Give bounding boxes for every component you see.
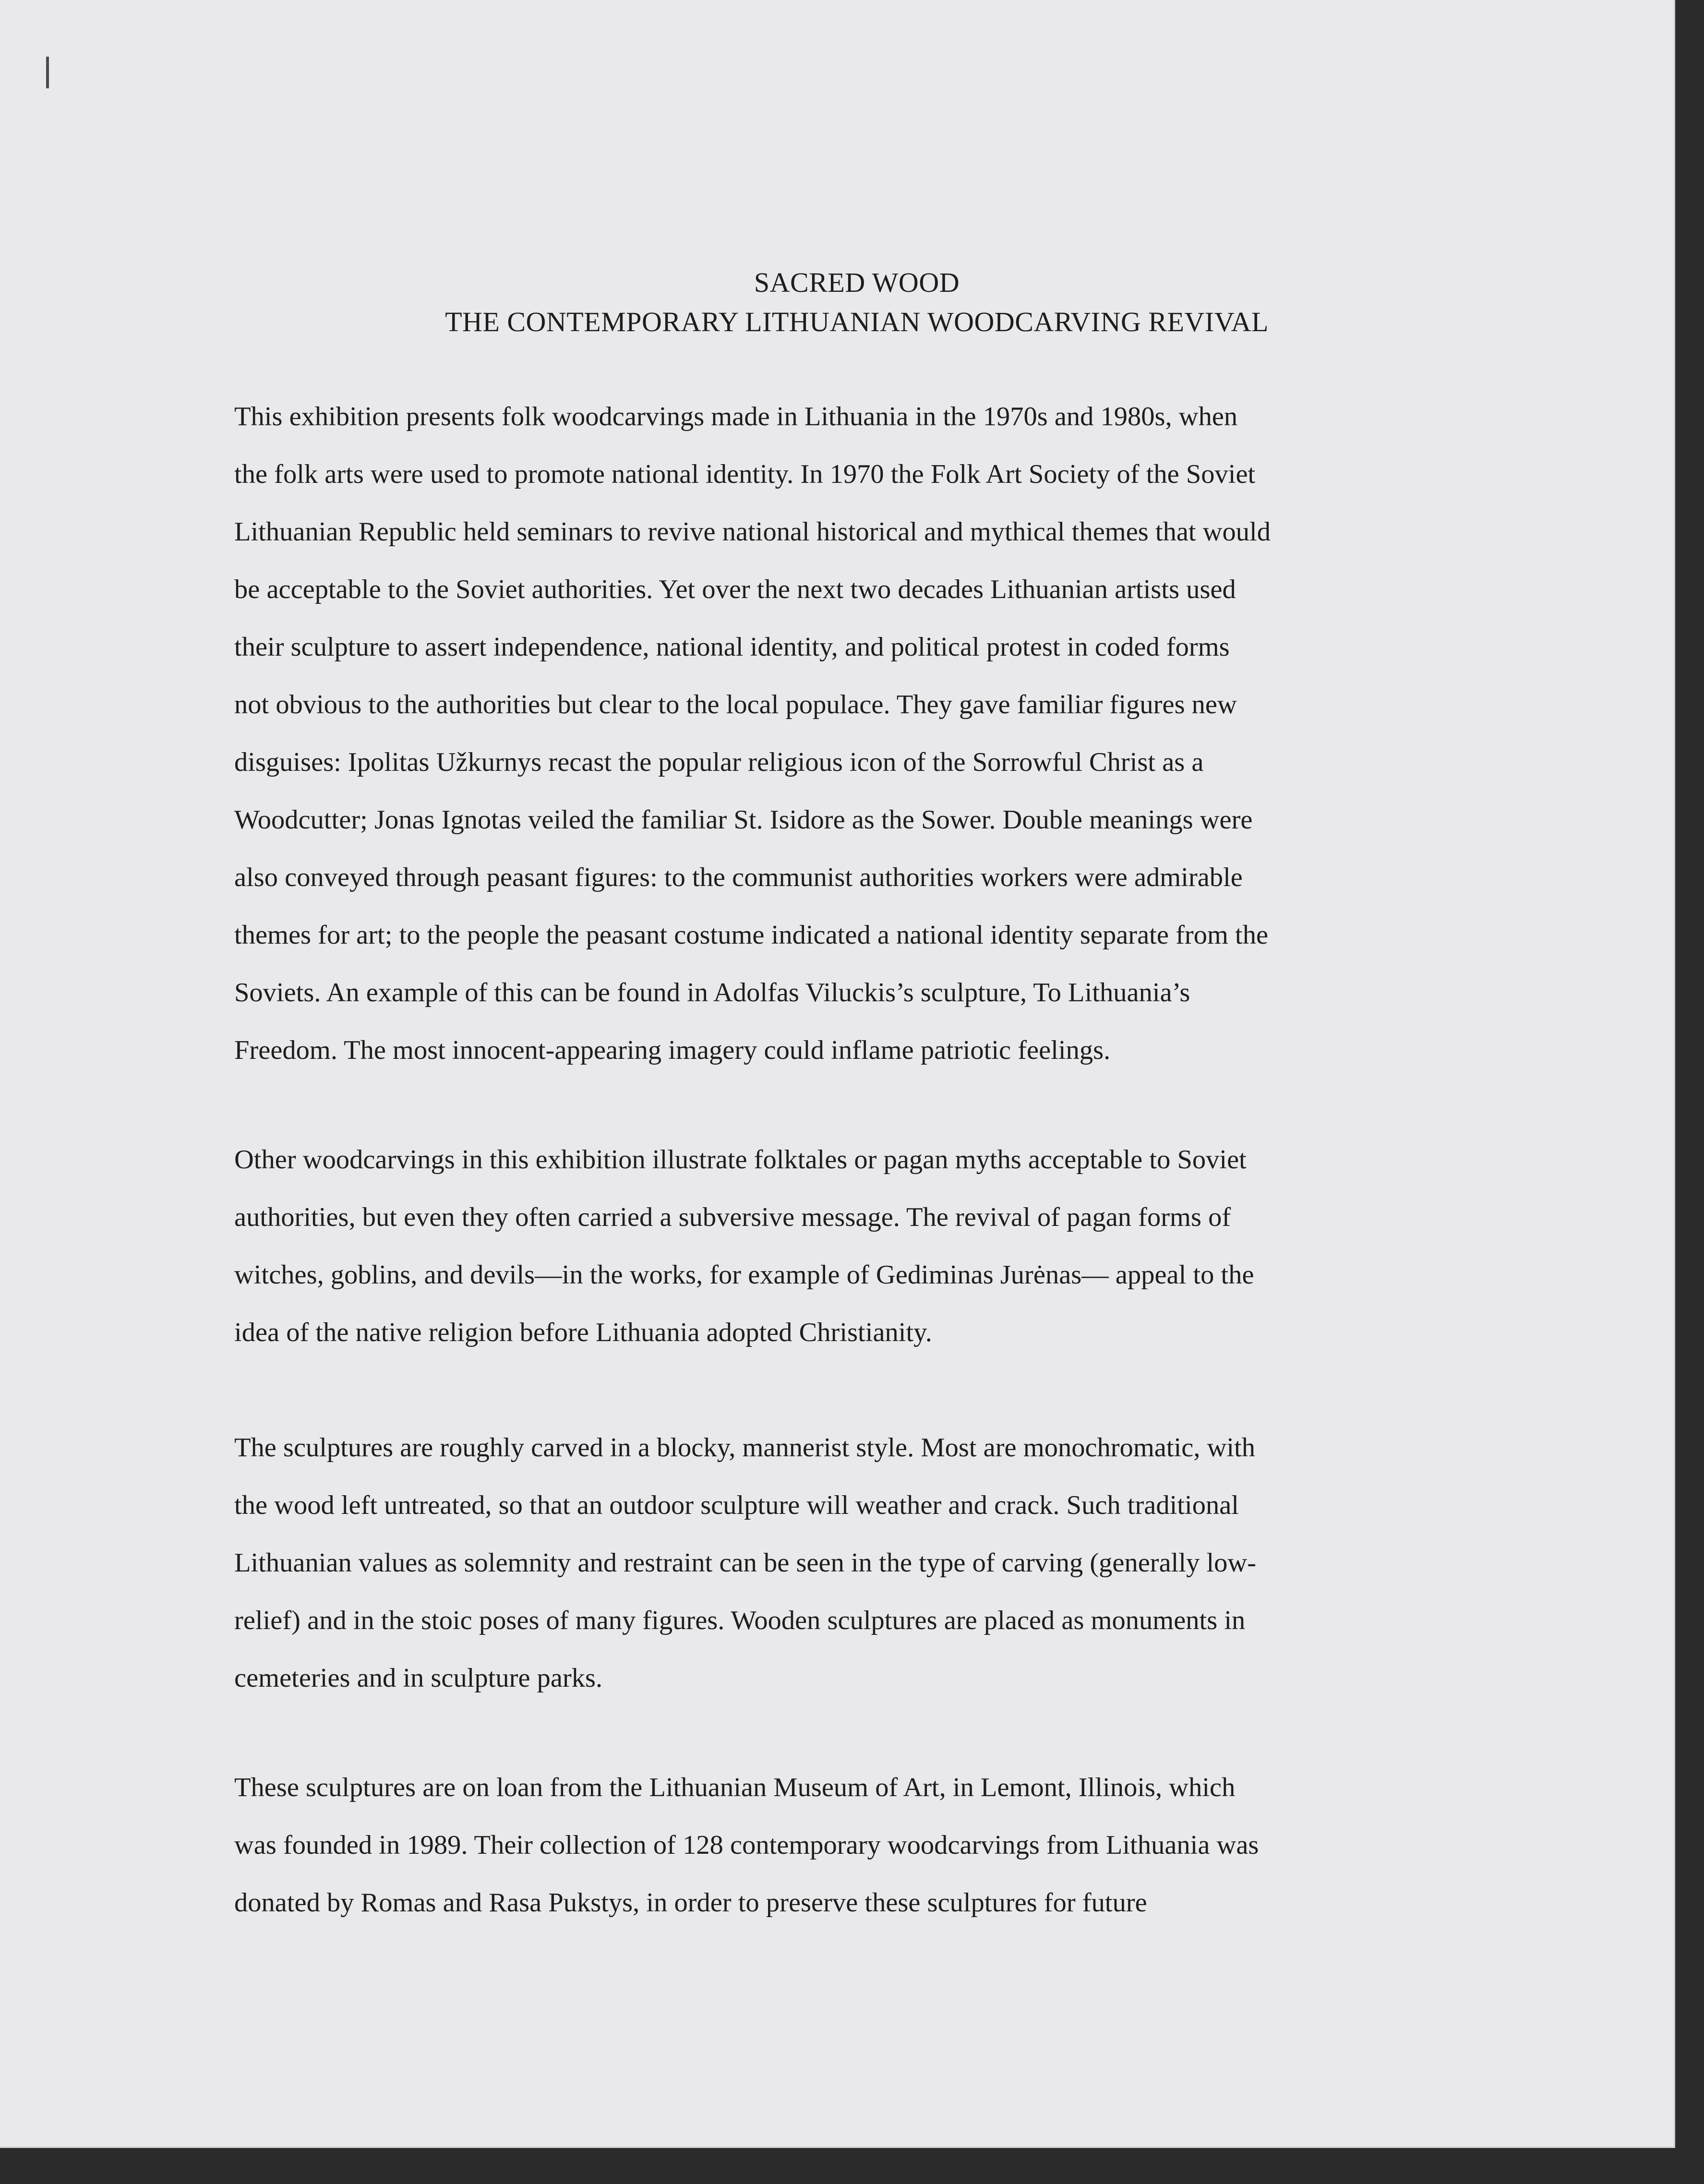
text-line: These sculptures are on loan from the Lithuanian Museum of Art, in Lemont, Illinois, which <box>234 1773 1236 1802</box>
text-line: The sculptures are roughly carved in a blocky, mannerist style. Most are monochromatic, with <box>234 1433 1256 1463</box>
paragraph-style <box>234 1419 1511 1707</box>
text-line: idea of the native religion before Lithuania adopted Christianity. <box>234 1318 932 1347</box>
text-line: Woodcutter; Jonas Ignotas veiled the familiar St. Isidore as the Sower. Double meanings were <box>234 805 1253 835</box>
text-line: the folk arts were used to promote national identity. In 1970 the Folk Art Society of the Soviet <box>234 459 1256 489</box>
text-line: authorities, but even they often carried a subversive message. The revival of pagan forms of <box>234 1202 1231 1232</box>
text-line: cemeteries and in sculpture parks. <box>234 1663 603 1693</box>
text-line: Soviets. An example of this can be found in Adolfas Viluckis’s sculpture, To Lithuania’s <box>234 978 1190 1008</box>
subtitle-line: THE CONTEMPORARY LITHUANIAN WOODCARVING REVIVAL <box>445 306 1269 337</box>
text-line: not obvious to the authorities but clear to the local populace. They gave familiar figures new <box>234 690 1237 720</box>
document-title <box>0 263 1675 342</box>
text-line: Other woodcarvings in this exhibition illustrate folktales or pagan myths acceptable to Soviet <box>234 1145 1247 1175</box>
text-line: relief) and in the stoic poses of many figures. Wooden sculptures are placed as monuments in <box>234 1606 1246 1635</box>
text-line: donated by Romas and Rasa Pukstys, in order to preserve these sculptures for future <box>234 1888 1147 1918</box>
text-line: also conveyed through peasant figures: to the communist authorities workers were admirable <box>234 863 1243 892</box>
paragraph-loan <box>234 1759 1511 1932</box>
paragraph-folktales <box>234 1131 1511 1361</box>
scan-edge-mark <box>46 57 49 88</box>
text-line: themes for art; to the people the peasant costume indicated a national identity separate from the <box>234 920 1269 950</box>
title-line: SACRED WOOD <box>754 267 960 298</box>
text-line: This exhibition presents folk woodcarvings made in Lithuania in the 1970s and 1980s, when <box>234 402 1238 432</box>
text-line: be acceptable to the Soviet authorities. Yet over the next two decades Lithuanian artists used <box>234 575 1236 604</box>
text-line: Freedom. The most innocent-appearing imagery could inflame patriotic feelings. <box>234 1035 1111 1065</box>
text-line: Lithuanian Republic held seminars to revive national historical and mythical themes that would <box>234 517 1271 547</box>
text-line: disguises: Ipolitas Užkurnys recast the popular religious icon of the Sorrowful Christ as a <box>234 747 1204 777</box>
text-line: the wood left untreated, so that an outdoor sculpture will weather and crack. Such traditional <box>234 1490 1239 1520</box>
text-line: was founded in 1989. Their collection of 128 contemporary woodcarvings from Lithuania was <box>234 1830 1259 1860</box>
paragraph-intro <box>234 388 1511 1079</box>
text-line: Lithuanian values as solemnity and restraint can be seen in the type of carving (generally low- <box>234 1548 1257 1578</box>
text-line: their sculpture to assert independence, national identity, and political protest in coded forms <box>234 632 1230 662</box>
text-line: witches, goblins, and devils—in the works, for example of Gediminas Jurėnas— appeal to the <box>234 1260 1254 1290</box>
